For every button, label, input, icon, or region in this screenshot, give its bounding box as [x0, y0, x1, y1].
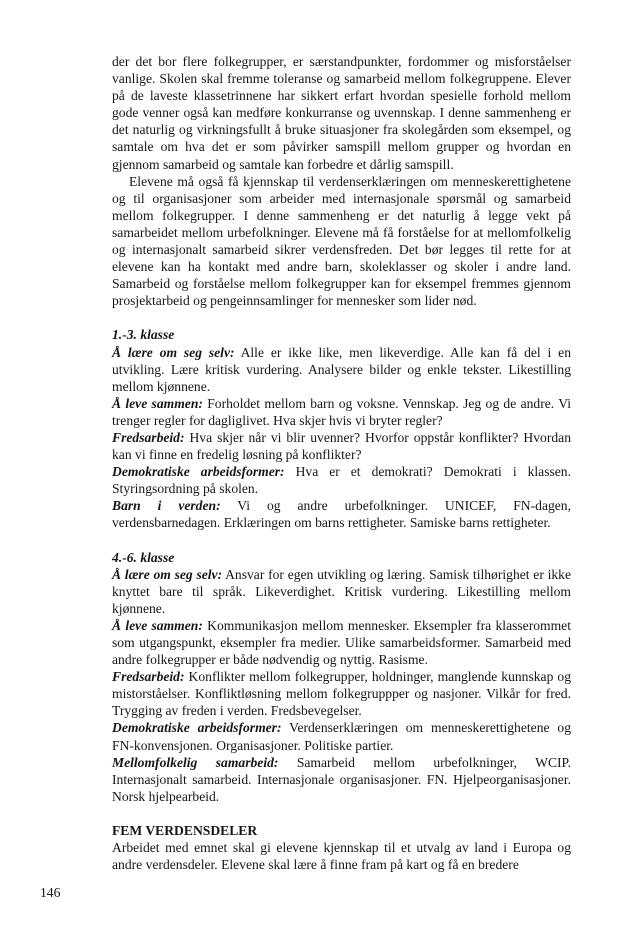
topic-item [112, 344, 571, 395]
topic-item [112, 617, 571, 668]
topic-item [112, 754, 571, 805]
topic-term: Å leve sammen: [112, 617, 203, 633]
topic-text: Samarbeid mellom urbefolkninger, WCIP. Internasjonalt samarbeid. Internasjonale organisasjoner. FN. Hjelpeorganisasjoner. Norsk hjelpearbeid. [112, 754, 571, 804]
intro-paragraph-2: Elevene må også få kjennskap til verdenserklæringen om menneskerettighetene og til organisasjoner som arbeider med internasjonale spørsmål og samarbeid mellom folkegrupper. I denne sammenheng er det naturlig å legge vekt på samarbeidet mellom urbefolkninger. Elevene må få forståelse for at mellomfolkelig og internasjonalt samarbeid sikrer verdensfreden. Det bør legges til rette for at elevene kan ha kontakt med andre barn, skoleklasser og skoler i andre land. Samarbeid og forståelse mellom folkegrupper kan for eksempel fremmes gjennom prosjektarbeid og pengeinnsamlinger for mennesker som lider nød. [112, 173, 571, 309]
topic-text: Konflikter mellom folkegrupper, holdninger, manglende kunnskap og mistorståelser. Konfliktløsning mellom folkegruppper og nasjoner. Vilkår for fred. Trygging av freden i verden. Fredsbevegelser. [112, 669, 571, 719]
topic-text: Kommunikasjon mellom mennesker. Eksempler fra klasserommet som utgangspunkt, eksempler fra medier. Ulike samarbeidsformer. Samarbeid med andre folkegrupper er både nødvendig og nyttig. Rasisme. [112, 617, 571, 668]
page-number: 146 [40, 885, 61, 900]
topic-term: Fredsarbeid: [112, 429, 185, 445]
topic-term: Mellomfolkelig samarbeid: [112, 754, 279, 770]
topic-item [112, 719, 571, 753]
intro-paragraph-1: der det bor flere folkegrupper, er særstandpunkter, fordommer og misforståelser vanlige. Skolen skal fremme toleranse og samarbeid mellom folkegruppene. Elever på de laveste klassetrinnene har sikkert erfart hvordan spesielle forhold mellom gode venner også kan medføre konkurranse og uvennskap. I denne sammenheng er det naturlig og virkningsfullt å bruke situasjoner fra skolegården som eksempel, og samtale om hva det er som påvirker samspill mellom grupper og hvordan en gjennom samarbeid og samtale kan forbedre et dårlig samspill. [112, 54, 571, 172]
text-column [112, 53, 571, 873]
topic-text: Hva skjer når vi blir uvenner? Hvorfor oppstår konflikter? Hvordan kan vi finne en fredelig løsning på konflikter? [112, 429, 571, 463]
topic-term: Barn i verden: [112, 498, 221, 514]
topic-term: Å leve sammen: [112, 395, 203, 411]
topic-text: Ansvar for egen utvikling og læring. Samisk tilhørighet er ikke knyttet bare til språk. Likeverdighet. Kritisk vurdering. Likestilling mellom kjønnene. [112, 566, 571, 616]
topic-text: Alle er ikke like, men likeverdige. Alle kan få del i en utvikling. Lære kritisk vurdering. Analysere bilder og enkle tekster. Likestilling mellom kjønnene. [112, 344, 571, 394]
topic-item [112, 497, 571, 531]
topic-term: Å lære om seg selv: [112, 344, 235, 360]
topic-text: Hva er et demokrati? Demokrati i klassen. Styringsordning på skolen. [112, 464, 572, 497]
topic-term: Demokratiske arbeidsformer: [112, 720, 282, 736]
section-grade-4-6 [112, 549, 571, 805]
topic-term: Demokratiske arbeidsformer: [112, 464, 285, 480]
section-continents [112, 822, 571, 873]
continents-paragraph: Arbeidet med emnet skal gi elevene kjennskap til et utvalg av land i Europa og andre verdensdeler. Elevene skal lære å finne fram på kart og få en bredere [112, 840, 571, 873]
chapter-heading: FEM VERDENSDELER [112, 822, 258, 838]
section-heading-grade-4-6: 4.-6. klasse [112, 549, 175, 565]
section-heading-grade-1-3: 1.-3. klasse [112, 327, 175, 343]
topic-text: Verdenserklæringen om menneskerettighetene og FN-konvensjonen. Organisasjoner. Politiske partier. [112, 720, 572, 753]
topic-item [112, 566, 571, 617]
section-grade-1-3 [112, 326, 571, 531]
topic-text: Vi og andre urbefolkninger. UNICEF, FN-dagen, verdensbarnedagen. Erklæringen om barns rettigheter. Samiske barns rettigheter. [112, 498, 572, 531]
topic-term: Fredsarbeid: [112, 669, 185, 685]
topic-item [112, 668, 571, 719]
topic-item [112, 463, 571, 497]
topic-text: Forholdet mellom barn og voksne. Vennskap. Jeg og de andre. Vi trenger regler for dagliglivet. Hva skjer hvis vi bryter regler? [112, 395, 571, 428]
topic-term: Å lære om seg selv: [112, 566, 223, 582]
topic-item [112, 429, 571, 463]
topic-item [112, 395, 571, 429]
